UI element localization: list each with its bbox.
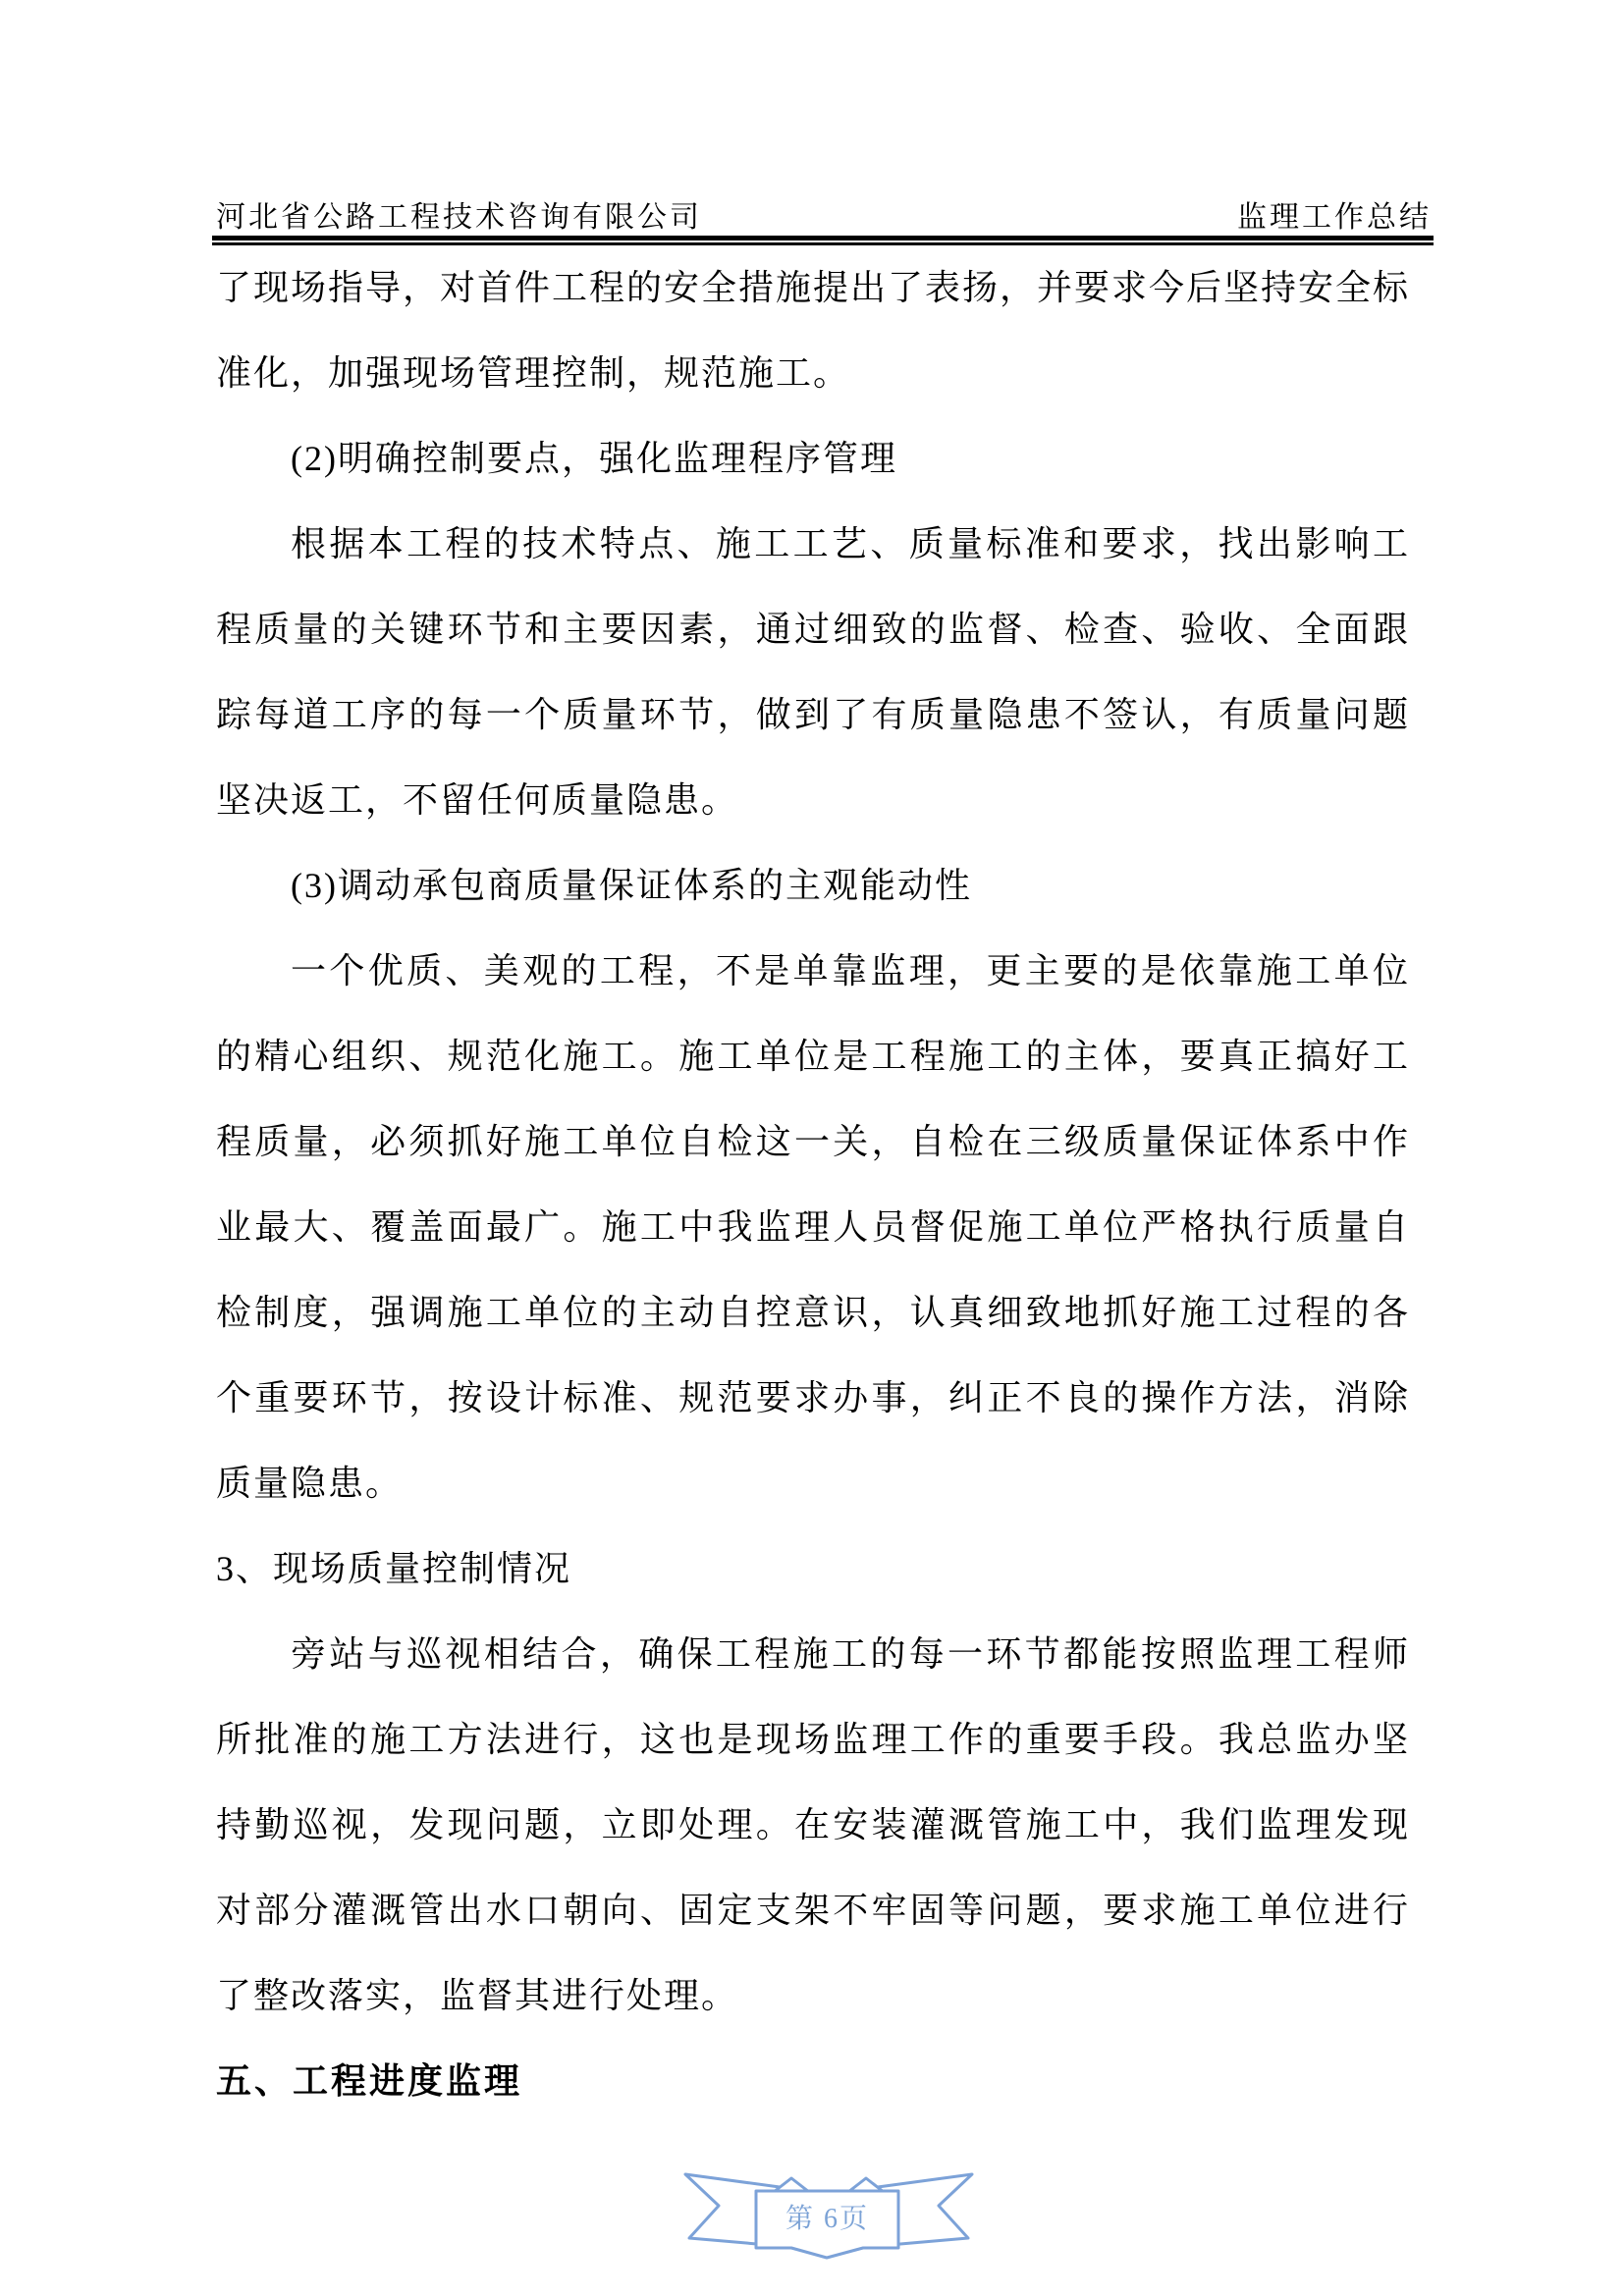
document-body <box>216 245 1410 2124</box>
body-line: 业最大、覆盖面最广。施工中我监理人员督促施工单位严格执行质量自 <box>216 1207 1410 1247</box>
body-line: 坚决返工，不留任何质量隐患。 <box>216 780 739 820</box>
body-subheading: 3、现场质量控制情况 <box>216 1549 572 1588</box>
body-line: 对部分灌溉管出水口朝向、固定支架不牢固等问题，要求施工单位进行 <box>216 1891 1410 1930</box>
body-line: 一个优质、美观的工程，不是单靠监理，更主要的是依靠施工单位 <box>291 951 1410 990</box>
header-double-rule <box>212 236 1434 245</box>
body-line: 检制度，强调施工单位的主动自控意识，认真细致地抓好施工过程的各 <box>216 1293 1410 1332</box>
body-line: 质量隐患。 <box>216 1464 404 1503</box>
body-line: 所批准的施工方法进行，这也是现场监理工作的重要手段。我总监办坚 <box>216 1720 1410 1759</box>
page-number: 第 6页 <box>785 2204 869 2234</box>
body-line: 踪每道工序的每一个质量环节，做到了有质量隐患不签认，有质量问题 <box>216 695 1410 734</box>
body-line: 持勤巡视，发现问题，立即处理。在安装灌溉管施工中，我们监理发现 <box>216 1805 1410 1844</box>
body-line: 根据本工程的技术特点、施工工艺、质量标准和要求，找出影响工 <box>291 524 1410 563</box>
page-header <box>216 192 1432 236</box>
header-company-name: 河北省公路工程技术咨询有限公司 <box>216 201 702 234</box>
body-line: 的精心组织、规范化施工。施工单位是工程施工的主体，要真正搞好工 <box>216 1037 1410 1076</box>
header-doc-title: 监理工作总结 <box>1237 201 1432 234</box>
body-line: (3)调动承包商质量保证体系的主观能动性 <box>291 866 972 905</box>
body-line: 个重要环节，按设计标准、规范要求办事，纠正不良的操作方法，消除 <box>216 1378 1410 1417</box>
body-line: 准化，加强现场管理控制，规范施工。 <box>216 353 851 393</box>
body-line: 了整改落实，监督其进行处理。 <box>216 1976 739 2015</box>
body-line: 程质量的关键环节和主要因素，通过细致的监督、检查、验收、全面跟 <box>216 610 1410 649</box>
body-line: 了现场指导，对首件工程的安全措施提出了表扬，并要求今后坚持安全标 <box>216 268 1410 307</box>
body-line: 旁站与巡视相结合，确保工程施工的每一环节都能按照监理工程师 <box>291 1634 1410 1674</box>
body-line: (2)明确控制要点，强化监理程序管理 <box>291 439 897 478</box>
body-line: 程质量，必须抓好施工单位自检这一关，自检在三级质量保证体系中作 <box>216 1122 1410 1161</box>
section-heading: 五、工程进度监理 <box>216 2061 523 2101</box>
